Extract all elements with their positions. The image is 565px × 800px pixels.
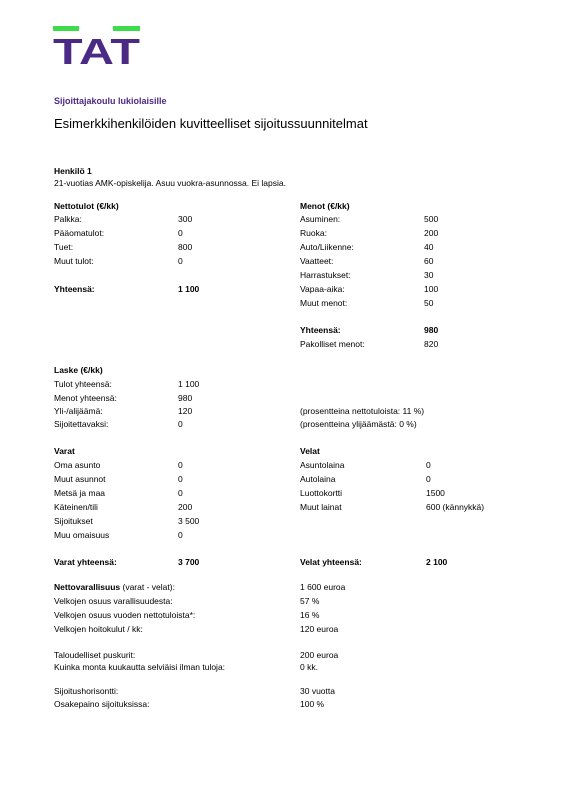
- expense-value: 60: [424, 256, 434, 266]
- asset-value: 3 500: [178, 516, 200, 526]
- asset-value: 0: [178, 460, 183, 470]
- summary-value: 200 euroa: [300, 650, 339, 660]
- net-worth-value: 1 600 euroa: [300, 582, 346, 592]
- debts-heading: Velat: [300, 446, 320, 456]
- assets-total-label: Varat yhteensä:: [54, 557, 117, 567]
- debt-label: Muut lainat: [300, 502, 342, 512]
- expense-value: 500: [424, 214, 439, 224]
- debt-label: Luottokortti: [300, 488, 343, 498]
- assets-total-value: 3 700: [178, 557, 200, 567]
- summary-label: Osakepaino sijoituksissa:: [54, 699, 150, 709]
- asset-label: Sijoitukset: [54, 516, 93, 526]
- summary-label: Sijoitushorisontti:: [54, 686, 119, 696]
- calc-note: (prosentteina ylijäämästä: 0 %): [300, 419, 417, 429]
- asset-value: 200: [178, 502, 193, 512]
- summary-label: Velkojen osuus vuoden nettotuloista*:: [54, 610, 196, 620]
- document-subtitle: Sijoittajakoulu lukiolaisille: [54, 96, 167, 106]
- asset-value: 0: [178, 530, 183, 540]
- summary-value: 30 vuotta: [300, 686, 335, 696]
- net-worth-label-suffix: (varat - velat):: [120, 582, 175, 592]
- document-title: Esimerkkihenkilöiden kuvitteelliset sijoitussuunnitelmat: [54, 116, 368, 131]
- asset-value: 0: [178, 474, 183, 484]
- expense-label: Vaatteet:: [300, 256, 334, 266]
- asset-value: 0: [178, 488, 183, 498]
- income-label: Pääomatulot:: [54, 228, 105, 238]
- mandatory-expenses-value: 820: [424, 339, 439, 349]
- asset-label: Metsä ja maa: [54, 488, 106, 498]
- calc-label: Yli-/alijäämä:: [54, 406, 103, 416]
- summary-value: 16 %: [300, 610, 320, 620]
- person-description: 21-vuotias AMK-opiskelija. Asuu vuokra-asunnossa. Ei lapsia.: [54, 178, 286, 188]
- expense-label: Harrastukset:: [300, 270, 351, 280]
- summary-label: Velkojen hoitokulut / kk:: [54, 624, 143, 634]
- expenses-total-label: Yhteensä:: [300, 325, 341, 335]
- expenses-total-value: 980: [424, 325, 439, 335]
- calc-value: 0: [178, 419, 183, 429]
- debt-value: 0: [426, 460, 431, 470]
- income-value: 0: [178, 228, 183, 238]
- income-label: Muut tulot:: [54, 256, 94, 266]
- calc-label: Menot yhteensä:: [54, 393, 117, 403]
- net-worth-label: [54, 582, 175, 593]
- calc-heading: Laske (€/kk): [54, 365, 103, 375]
- asset-label: Käteinen/tili: [54, 502, 98, 512]
- asset-label: Oma asunto: [54, 460, 101, 470]
- debt-label: Asuntolaina: [300, 460, 345, 470]
- calc-value: 980: [178, 393, 193, 403]
- expense-value: 100: [424, 284, 439, 294]
- expense-value: 50: [424, 298, 434, 308]
- asset-label: Muu omaisuus: [54, 530, 110, 540]
- summary-label: Taloudelliset puskurit:: [54, 650, 136, 660]
- calc-value: 120: [178, 406, 193, 416]
- income-label: Tuet:: [54, 242, 74, 252]
- debt-value: 600 (kännykkä): [426, 502, 485, 512]
- expenses-heading: Menot (€/kk): [300, 201, 350, 211]
- summary-label: Kuinka monta kuukautta selviäisi ilman tuloja:: [54, 662, 226, 672]
- expense-label: Muut menot:: [300, 298, 348, 308]
- assets-heading: Varat: [54, 446, 75, 456]
- logo-text: TAT: [53, 31, 140, 66]
- person-heading: Henkilö 1: [54, 166, 92, 176]
- income-value: 300: [178, 214, 193, 224]
- asset-label: Muut asunnot: [54, 474, 106, 484]
- expense-value: 30: [424, 270, 434, 280]
- debts-total-label: Velat yhteensä:: [300, 557, 362, 567]
- summary-label: Velkojen osuus varallisuudesta:: [54, 596, 173, 606]
- income-total-label: Yhteensä:: [54, 284, 95, 294]
- debt-value: 0: [426, 474, 431, 484]
- income-label: Palkka:: [54, 214, 82, 224]
- calc-value: 1 100: [178, 379, 200, 389]
- summary-value: 120 euroa: [300, 624, 339, 634]
- mandatory-expenses-label: Pakolliset menot:: [300, 339, 365, 349]
- summary-value: 57 %: [300, 596, 320, 606]
- debts-total-value: 2 100: [426, 557, 448, 567]
- income-value: 800: [178, 242, 193, 252]
- expense-label: Auto/Liikenne:: [300, 242, 354, 252]
- expense-label: Ruoka:: [300, 228, 327, 238]
- income-heading: Nettotulot (€/kk): [54, 201, 119, 211]
- income-value: 0: [178, 256, 183, 266]
- income-total-value: 1 100: [178, 284, 200, 294]
- expense-label: Asuminen:: [300, 214, 341, 224]
- summary-value: 0 kk.: [300, 662, 318, 672]
- expense-value: 40: [424, 242, 434, 252]
- summary-value: 100 %: [300, 699, 325, 709]
- net-worth-label-bold: Nettovarallisuus: [54, 582, 121, 592]
- calc-label: Tulot yhteensä:: [54, 379, 112, 389]
- debt-value: 1500: [426, 488, 445, 498]
- expense-label: Vapaa-aika:: [300, 284, 345, 294]
- debt-label: Autolaina: [300, 474, 336, 484]
- expense-value: 200: [424, 228, 439, 238]
- calc-note: (prosentteina nettotuloista: 11 %): [300, 406, 425, 416]
- tat-logo: [53, 26, 140, 66]
- calc-label: Sijoitettavaksi:: [54, 419, 109, 429]
